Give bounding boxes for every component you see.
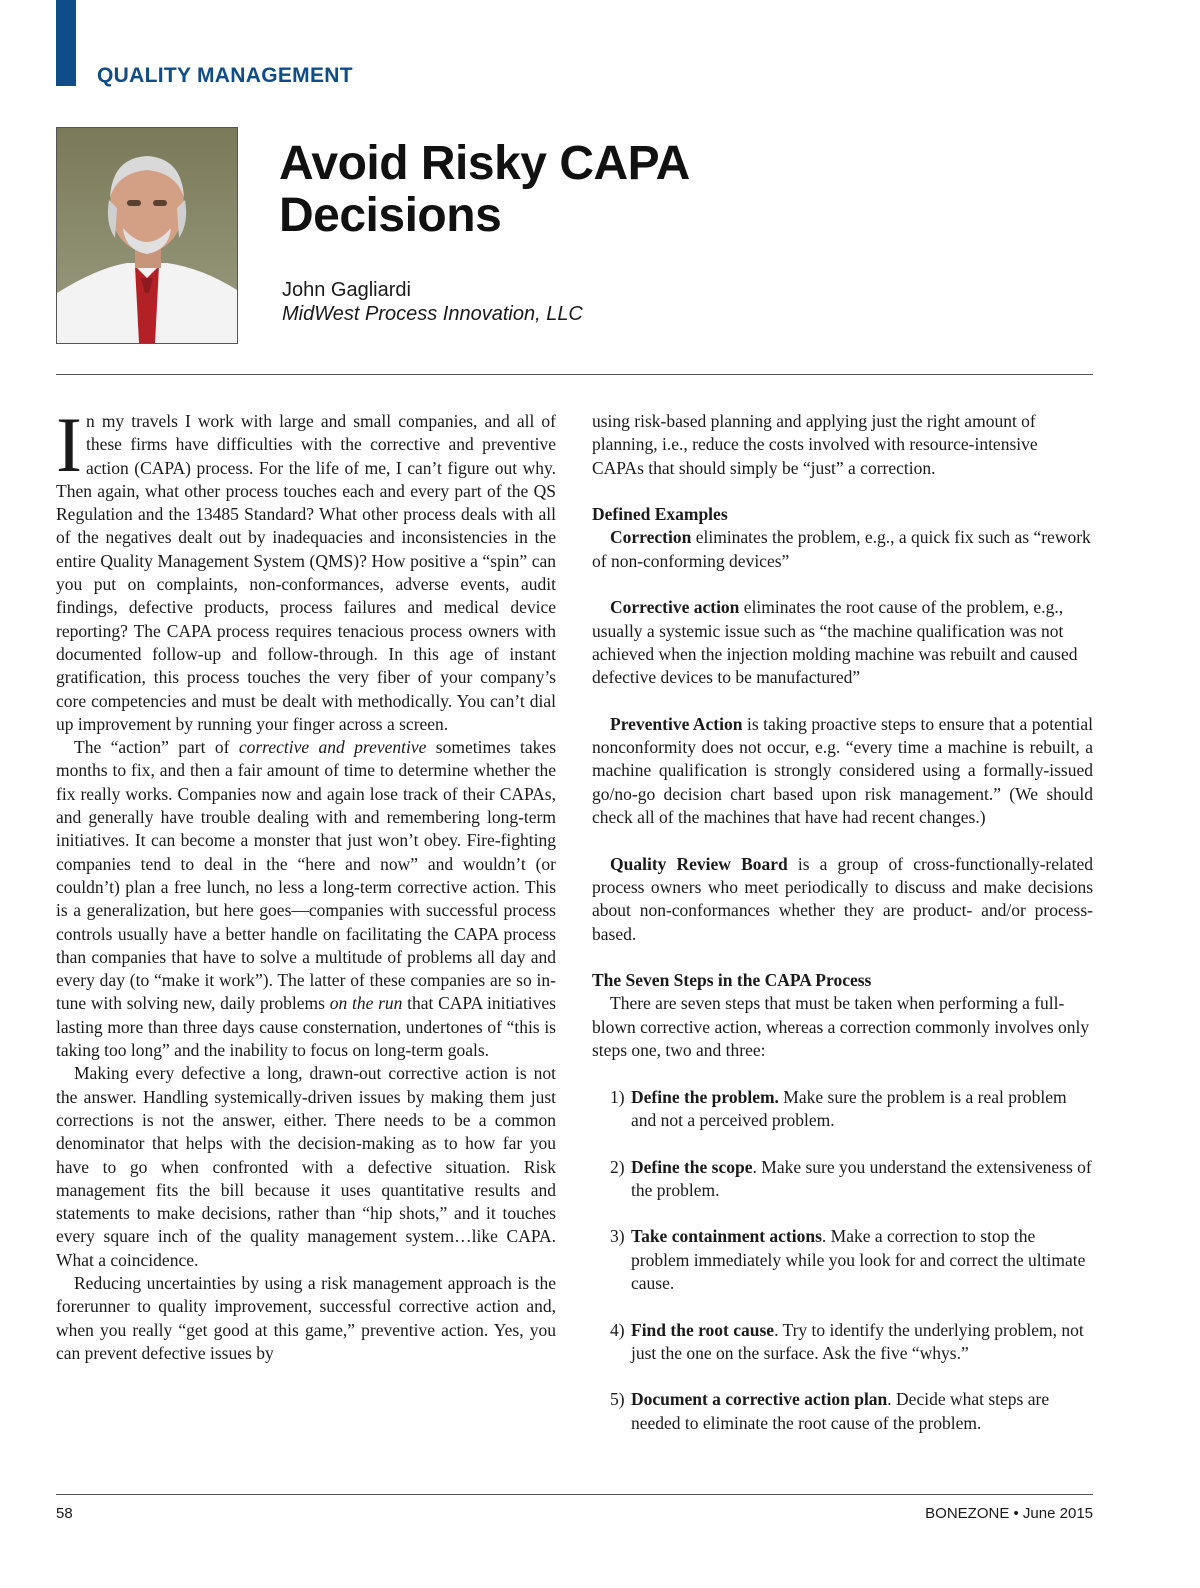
paragraph-2-text-b: sometimes takes months to fix, and then a fair amount of time to determine whether the fix really works. Companies now and again lose track of their CAPAs, and generally have trouble dealing with and remembering long-term initiatives. It can become a monster that just won’t obey. Fire-fighting companies tend to deal in the “here and now” and wouldn’t (or couldn’t) plan a free lunch, no less a long-term corrective action. This is a generalization, but here goes—companies with successful process controls usually have a better handle on facilitating the CAPA process than companies that have to solve a multitude of problems all day and every day (to “make it work”). The latter of these companies are so in-tune with solving new, daily problems bbox=[56, 737, 556, 1014]
right-column bbox=[592, 410, 1093, 1458]
right-paragraph-1: using risk-based planning and applying just the right amount of planning, i.e., reduce the costs involved with resource-intensive CAPAs that should simply be “just” a correction. bbox=[592, 411, 1038, 478]
author-photo bbox=[56, 127, 238, 344]
corrective-action-definition bbox=[592, 596, 1093, 689]
list-item bbox=[610, 1225, 1093, 1295]
list-item bbox=[610, 1319, 1093, 1366]
list-item-body bbox=[631, 1225, 1093, 1295]
list-item-text: . Make sure you understand the extensiveness of the problem. bbox=[631, 1156, 1092, 1200]
list-item-text: . Decide what steps are needed to eliminate the root cause of the problem. bbox=[631, 1389, 1050, 1433]
quality-review-board-definition bbox=[592, 853, 1093, 946]
list-item-body bbox=[631, 1388, 1093, 1435]
preventive-action-term: Preventive Action bbox=[610, 713, 743, 734]
quality-review-board-term: Quality Review Board bbox=[610, 853, 788, 874]
list-item-term: Define the scope bbox=[631, 1156, 753, 1177]
left-column bbox=[56, 401, 556, 1365]
correction-term: Correction bbox=[610, 527, 692, 548]
list-item-body bbox=[631, 1086, 1093, 1133]
list-item-text: . Try to identify the underlying problem, not just the one on the surface. Ask the five “whys.” bbox=[631, 1319, 1084, 1363]
corrective-action-term: Corrective action bbox=[610, 597, 740, 618]
quality-review-board-text: is a group of cross-functionally-related process owners who meet periodically to discuss and make decisions about non-conformances whether they are product- and/or process-based. bbox=[592, 853, 1093, 944]
paragraph-1 bbox=[56, 401, 556, 736]
list-item-term: Find the root cause bbox=[631, 1319, 775, 1340]
list-item-number: 1) bbox=[610, 1086, 625, 1107]
drop-cap: I bbox=[56, 401, 82, 488]
list-item-term: Take containment actions bbox=[631, 1226, 822, 1247]
list-item-number: 2) bbox=[610, 1156, 625, 1177]
list-item bbox=[610, 1086, 1093, 1133]
defined-examples-heading: Defined Examples bbox=[592, 504, 728, 525]
list-item-body bbox=[631, 1156, 1093, 1203]
footer-divider bbox=[56, 1494, 1093, 1495]
corrective-action-text: eliminates the root cause of the problem, e.g., usually a systemic issue such as “the machine qualification was not achieved when the injection molding machine was rebuilt and caused defective devices to be manufactured” bbox=[592, 597, 1078, 688]
list-item bbox=[610, 1388, 1093, 1435]
paragraph-1-text: n my travels I work with large and small companies, and all of these firms have difficulties with the corrective and preventive action (CAPA) process. For the life of me, I can’t figure out why. Then again, what other process touches each and every part of the QS Regulation and the 13485 Standard? What other process deals with all of the negatives dealt out by inadequacies and inconsistencies in the entire Quality Management System (QMS)? How positive a “spin” can you put on complaints, non-conformances, adverse events, audit findings, defective products, process failures and medical device reporting? The CAPA process requires tenacious process owners with documented follow-up and follow-through. In this age of instant gratification, this process touches the very fiber of your company’s core competencies and must be dealt with methodically. You can’t dial up improvement by running your finger across a screen. bbox=[56, 411, 556, 734]
list-item-number: 3) bbox=[610, 1226, 625, 1247]
preventive-action-definition bbox=[592, 713, 1093, 829]
author-organization: MidWest Process Innovation, LLC bbox=[282, 303, 583, 325]
list-item-text: . Make a correction to stop the problem immediately while you look for and correct the ultimate cause. bbox=[631, 1226, 1086, 1293]
header-divider bbox=[56, 374, 1093, 375]
seven-steps-intro: There are seven steps that must be taken when performing a full-blown corrective action, whereas a correction commonly involves only steps one, two and three: bbox=[592, 993, 1090, 1061]
paragraph-3: Making every defective a long, drawn-out corrective action is not the answer. Handling systemically-driven issues by making them just corrections is not the answer, either. There needs to be a common denominator that helps with the decision-making as to how far you have to go when confronted with a defective situation. Risk management fits the bill because it uses quantitative results and statements to make decisions, rather than “hip shots,” and it touches every square inch of the quality management system…like CAPA. What a coincidence. bbox=[56, 1063, 556, 1270]
paragraph-4: Reducing uncertainties by using a risk management approach is the forerunner to quality improvement, successful corrective action and, when you really “get good at this game,” preventive action. Yes, you can prevent defective issues by bbox=[56, 1272, 556, 1363]
list-item-number: 4) bbox=[610, 1319, 625, 1340]
list-item-number: 5) bbox=[610, 1389, 625, 1410]
list-item-term: Document a corrective action plan bbox=[631, 1389, 888, 1410]
article-title bbox=[279, 138, 690, 242]
paragraph-2-text-a: The “action” part of bbox=[74, 737, 239, 758]
list-item-body bbox=[631, 1319, 1093, 1366]
list-item-text: Make sure the problem is a real problem and not a perceived problem. bbox=[631, 1086, 1067, 1130]
section-accent-bar bbox=[56, 0, 76, 86]
article-title-line-1: Avoid Risky CAPA bbox=[279, 137, 690, 190]
page-number: 58 bbox=[56, 1505, 73, 1522]
publication-info: BONEZONE • June 2015 bbox=[925, 1505, 1093, 1522]
correction-text: eliminates the problem, e.g., a quick fix such as “rework of non-conforming devices” bbox=[592, 527, 1091, 571]
list-item-term: Define the problem. bbox=[631, 1086, 779, 1107]
paragraph-2 bbox=[56, 736, 556, 1062]
preventive-action-text: is taking proactive steps to ensure that a potential nonconformity does not occur, e.g. “every time a machine is rebuilt, a machine qualification is strongly considered using a formally-issued go/no-go decision chart based upon risk management.” (We should check all of the machines that have had recent changes.) bbox=[592, 713, 1094, 828]
section-label: QUALITY MANAGEMENT bbox=[97, 64, 353, 87]
author-name: John Gagliardi bbox=[282, 279, 411, 301]
seven-steps-heading: The Seven Steps in the CAPA Process bbox=[592, 970, 872, 991]
paragraph-2-text-c: that CAPA initiatives lasting more than three days cause consternation, undertones of “this is taking too long” and the inability to focus on long-term goals. bbox=[56, 993, 556, 1061]
correction-definition bbox=[592, 526, 1093, 573]
list-item bbox=[610, 1156, 1093, 1203]
article-title-line-2: Decisions bbox=[279, 189, 502, 242]
paragraph-2-emphasis: corrective and preventive bbox=[238, 737, 427, 758]
paragraph-2-emphasis-2: on the run bbox=[329, 993, 403, 1014]
